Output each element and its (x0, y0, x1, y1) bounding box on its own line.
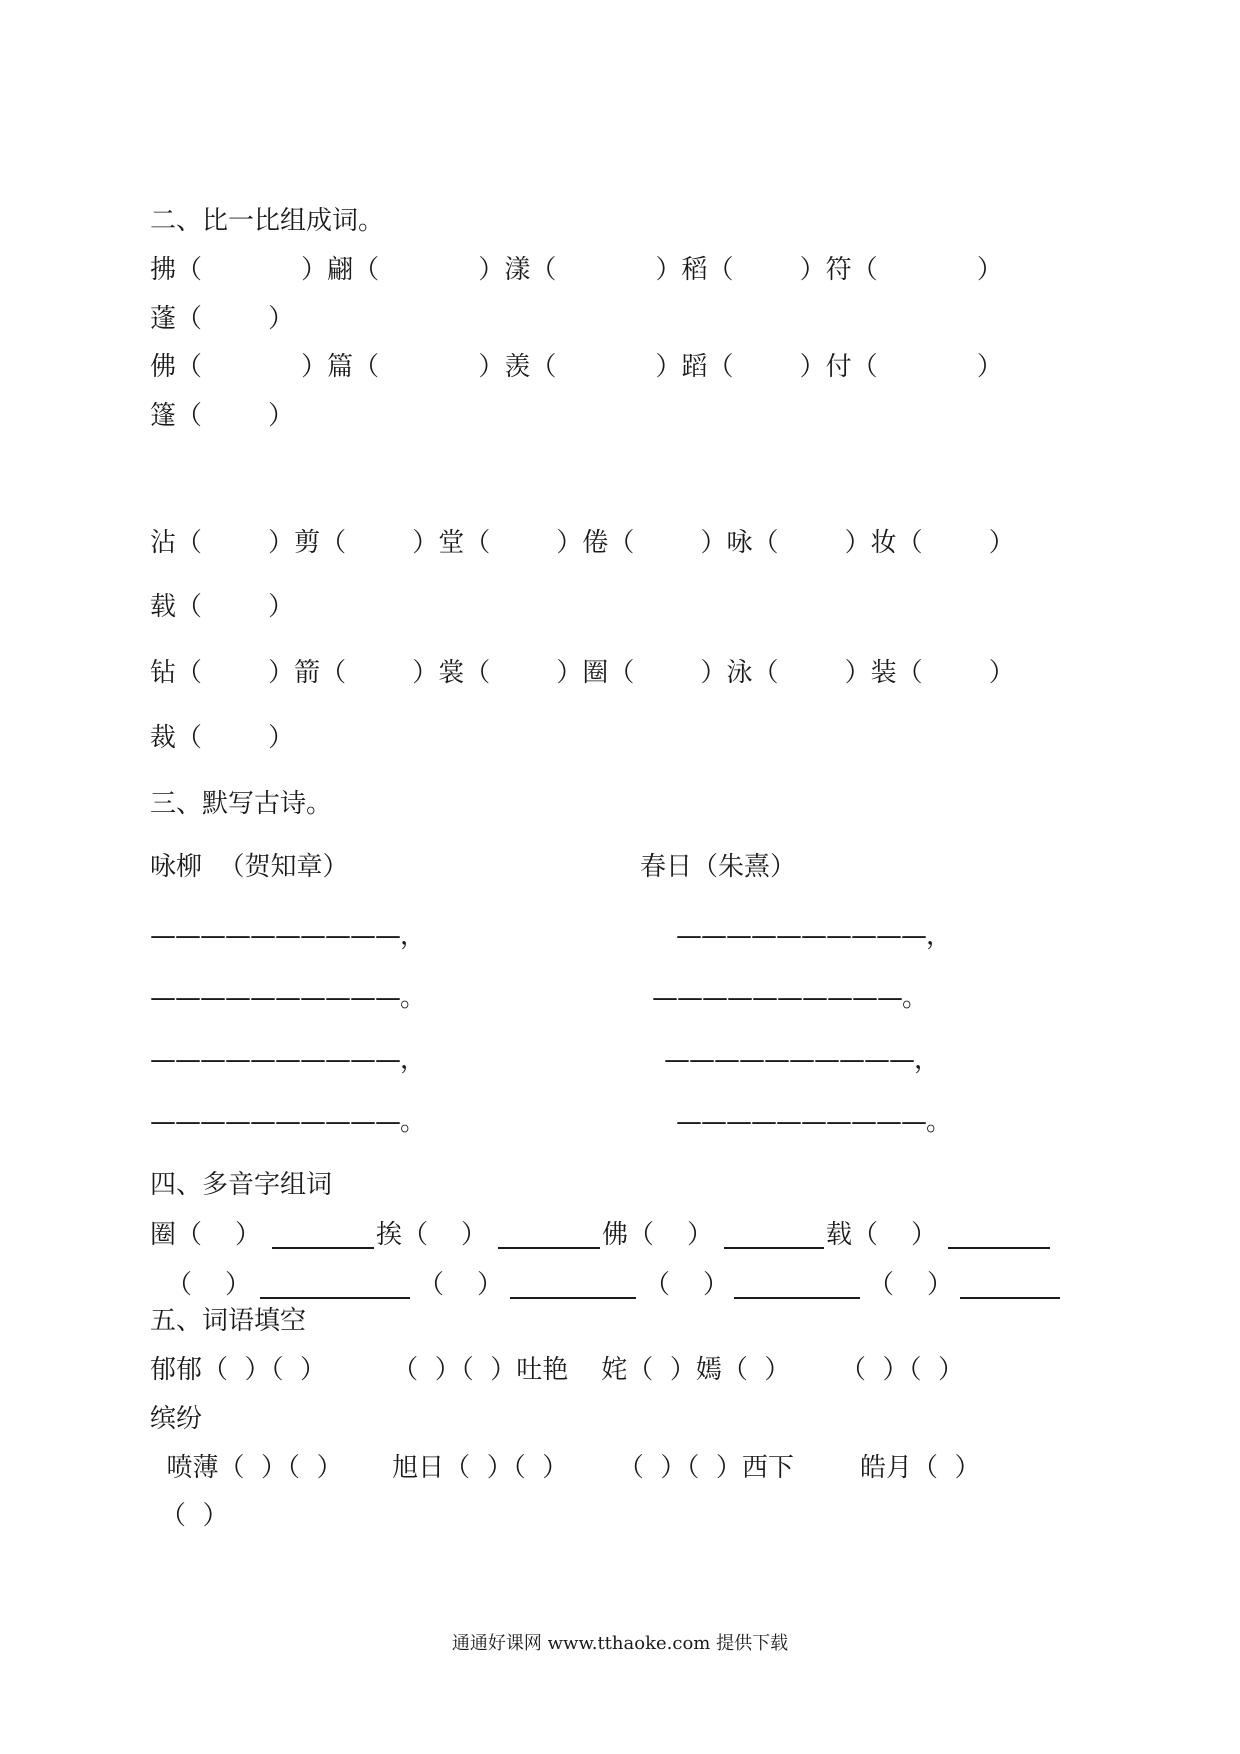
page-footer: 通通好课网 www.tthaoke.com 提供下载 (451, 1633, 789, 1654)
group-1-line-3: 佛（ ）篇（ ）羡（ ）蹈（ ）付（ ） (150, 352, 1003, 382)
answer-blank[interactable] (272, 1247, 374, 1249)
answer-blank[interactable] (724, 1247, 824, 1249)
answer-blank[interactable] (948, 1247, 1050, 1249)
section-3-heading: 三、默写古诗。 (150, 789, 333, 819)
polyphone-row-1-item-4: 载（ ） (826, 1220, 938, 1250)
polyphone-row-2-item-3: （ ） (644, 1270, 730, 1300)
answer-blank[interactable] (960, 1297, 1060, 1299)
answer-blank[interactable] (510, 1297, 636, 1299)
group-2-line-1: 沾（ ）剪（ ）堂（ ）倦（ ）咏（ ）妆（ ） (150, 528, 1015, 558)
fill-line-4: （ ） (160, 1501, 229, 1531)
section-4-heading: 四、多音字组词 (150, 1170, 333, 1200)
poem-1-blank-1: ——————————， (150, 921, 426, 951)
poem-2-title: 春日（朱熹） (640, 852, 797, 882)
poem-2-blank-3: ——————————， (664, 1045, 940, 1075)
polyphone-row-1-item-1: 圈（ ） (150, 1220, 262, 1250)
answer-blank[interactable] (260, 1297, 410, 1299)
fill-line-3: 喷薄（ ）（ ） 旭日（ ）（ ） （ ）（ ）西下 皓月（ ） (150, 1453, 981, 1483)
poem-2-blank-1: ——————————， (676, 921, 952, 951)
group-2-line-4: 裁（ ） (150, 723, 295, 753)
polyphone-row-2-item-4: （ ） (868, 1270, 954, 1300)
group-1-line-4: 篷（ ） (150, 401, 295, 431)
fill-line-1: 郁郁（ ）（ ） （ ）（ ）吐艳 姹（ ）嫣（ ） （ ）（ ） (150, 1355, 964, 1385)
group-1-line-1: 拂（ ）翩（ ）漾（ ）稻（ ）符（ ） (150, 255, 1003, 285)
poem-1-title: 咏柳 （贺知章） (150, 852, 349, 882)
poem-2-blank-4: ——————————。 (676, 1107, 952, 1137)
section-5-heading: 五、词语填空 (150, 1306, 307, 1336)
group-2-line-2: 载（ ） (150, 592, 295, 622)
answer-blank[interactable] (498, 1247, 600, 1249)
polyphone-row-2-item-2: （ ） (418, 1270, 504, 1300)
answer-blank[interactable] (734, 1297, 860, 1299)
section-2-heading: 二、比一比组成词。 (150, 206, 385, 236)
poem-1-blank-4: ——————————。 (150, 1107, 426, 1137)
polyphone-row-2-item-1: （ ） (166, 1270, 252, 1300)
polyphone-row-1-item-3: 佛（ ） (602, 1220, 714, 1250)
polyphone-row-1-item-2: 挨（ ） (376, 1220, 488, 1250)
poem-2-blank-2: ——————————。 (652, 983, 928, 1013)
poem-1-blank-2: ——————————。 (150, 983, 426, 1013)
group-2-line-3: 钻（ ）箭（ ）裳（ ）圈（ ）泳（ ）装（ ） (150, 658, 1015, 688)
group-1-line-2: 蓬（ ） (150, 304, 295, 334)
fill-line-2: 缤纷 (150, 1404, 203, 1434)
poem-1-blank-3: ——————————， (150, 1045, 426, 1075)
